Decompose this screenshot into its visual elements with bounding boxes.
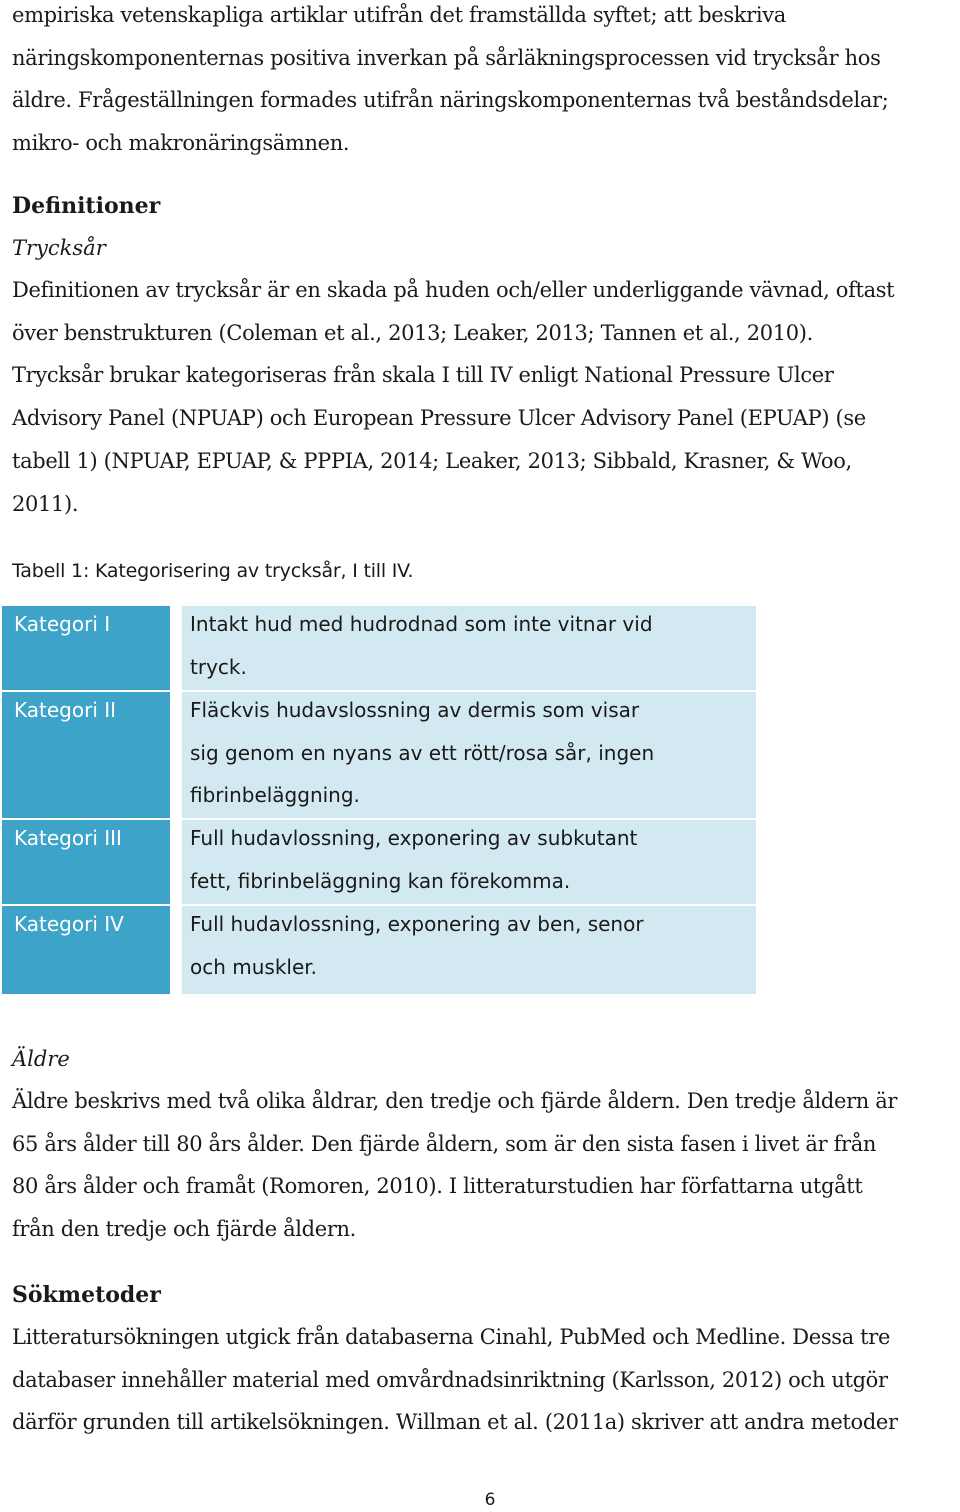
- definitions-line: 2011).: [12, 491, 79, 516]
- aldre-line: från den tredje och fjärde åldern.: [12, 1217, 357, 1242]
- category-cell: Kategori IV: [14, 912, 124, 936]
- aldre-line: 80 års ålder och framåt (Romoren, 2010). I litteraturstudien har författarna utgått: [12, 1174, 863, 1199]
- definitions-line: över benstrukturen (Coleman et al., 2013; Leaker, 2013; Tannen et al., 2010).: [12, 320, 813, 345]
- aldre-line: 65 års ålder till 80 års ålder. Den fjärde åldern, som är den sista fasen i livet är från: [12, 1131, 877, 1156]
- sokmetoder-line: databaser innehåller material med omvårdnadsinriktning (Karlsson, 2012) och utgör: [12, 1367, 888, 1392]
- table-caption: Tabell 1: Kategorisering av trycksår, I till IV.: [12, 560, 414, 582]
- sokmetoder-line: därför grunden till artikelsökningen. Willman et al. (2011a) skriver att andra metoder: [12, 1410, 898, 1435]
- description-line: sig genom en nyans av ett rött/rosa sår, ingen: [190, 740, 655, 765]
- definitions-line: Trycksår brukar kategoriseras från skala I till IV enligt National Pressure Ulcer: [12, 363, 834, 388]
- section-heading-sokmetoder: Sökmetoder: [12, 1282, 161, 1308]
- page-number: 6: [484, 1490, 496, 1510]
- description-line: fibrinbeläggning.: [190, 783, 360, 808]
- intro-line: näringskomponenternas positiva inverkan på sårläkningsprocessen vid trycksår hos: [12, 45, 881, 70]
- description-cell: [190, 903, 750, 988]
- definitions-section: [12, 185, 958, 525]
- description-line: fett, fibrinbeläggning kan förekomma.: [190, 868, 571, 893]
- category-cell: Kategori III: [14, 826, 122, 850]
- description-line: tryck.: [190, 654, 247, 679]
- category-table: [2, 606, 748, 994]
- subheading-aldre: Äldre: [12, 1047, 70, 1071]
- description-line: och muskler.: [190, 954, 318, 979]
- intro-line: äldre. Frågeställningen formades utifrån näringskomponenternas två beståndsdelar;: [12, 88, 889, 113]
- section-heading-definitioner: Definitioner: [12, 193, 161, 219]
- definitions-line: tabell 1) (NPUAP, EPUAP, & PPPIA, 2014; Leaker, 2013; Sibbald, Krasner, & Woo,: [12, 448, 852, 473]
- description-cell: [190, 817, 750, 902]
- description-line: Fläckvis hudavslossning av dermis som visar: [190, 698, 640, 722]
- aldre-line: Äldre beskrivs med två olika åldrar, den tredje och fjärde åldern. Den tredje åldern är: [12, 1089, 898, 1113]
- sokmetoder-section: [12, 1274, 958, 1444]
- description-line: Full hudavlossning, exponering av ben, senor: [190, 912, 644, 936]
- sokmetoder-line: Litteratursökningen utgick från databaserna Cinahl, PubMed och Medline. Dessa tre: [12, 1325, 891, 1349]
- description-line: Full hudavlossning, exponering av subkutant: [190, 826, 638, 850]
- intro-line: mikro- och makronäringsämnen.: [12, 131, 350, 156]
- category-cell: Kategori I: [14, 612, 111, 636]
- subheading-trycksar: Trycksår: [12, 236, 106, 260]
- aldre-section: [12, 1038, 958, 1251]
- category-cell: Kategori II: [14, 698, 117, 722]
- description-line: Intakt hud med hudrodnad som inte vitnar vid: [190, 612, 653, 636]
- intro-paragraph: [12, 0, 958, 165]
- description-cell: [190, 603, 750, 688]
- definitions-line: Advisory Panel (NPUAP) och European Pressure Ulcer Advisory Panel (EPUAP) (se: [12, 406, 866, 431]
- intro-line: empiriska vetenskapliga artiklar utifrån det framställda syftet; att beskriva: [12, 3, 786, 27]
- description-cell: [190, 689, 750, 817]
- definitions-line: Definitionen av trycksår är en skada på huden och/eller underliggande vävnad, oftast: [12, 278, 895, 302]
